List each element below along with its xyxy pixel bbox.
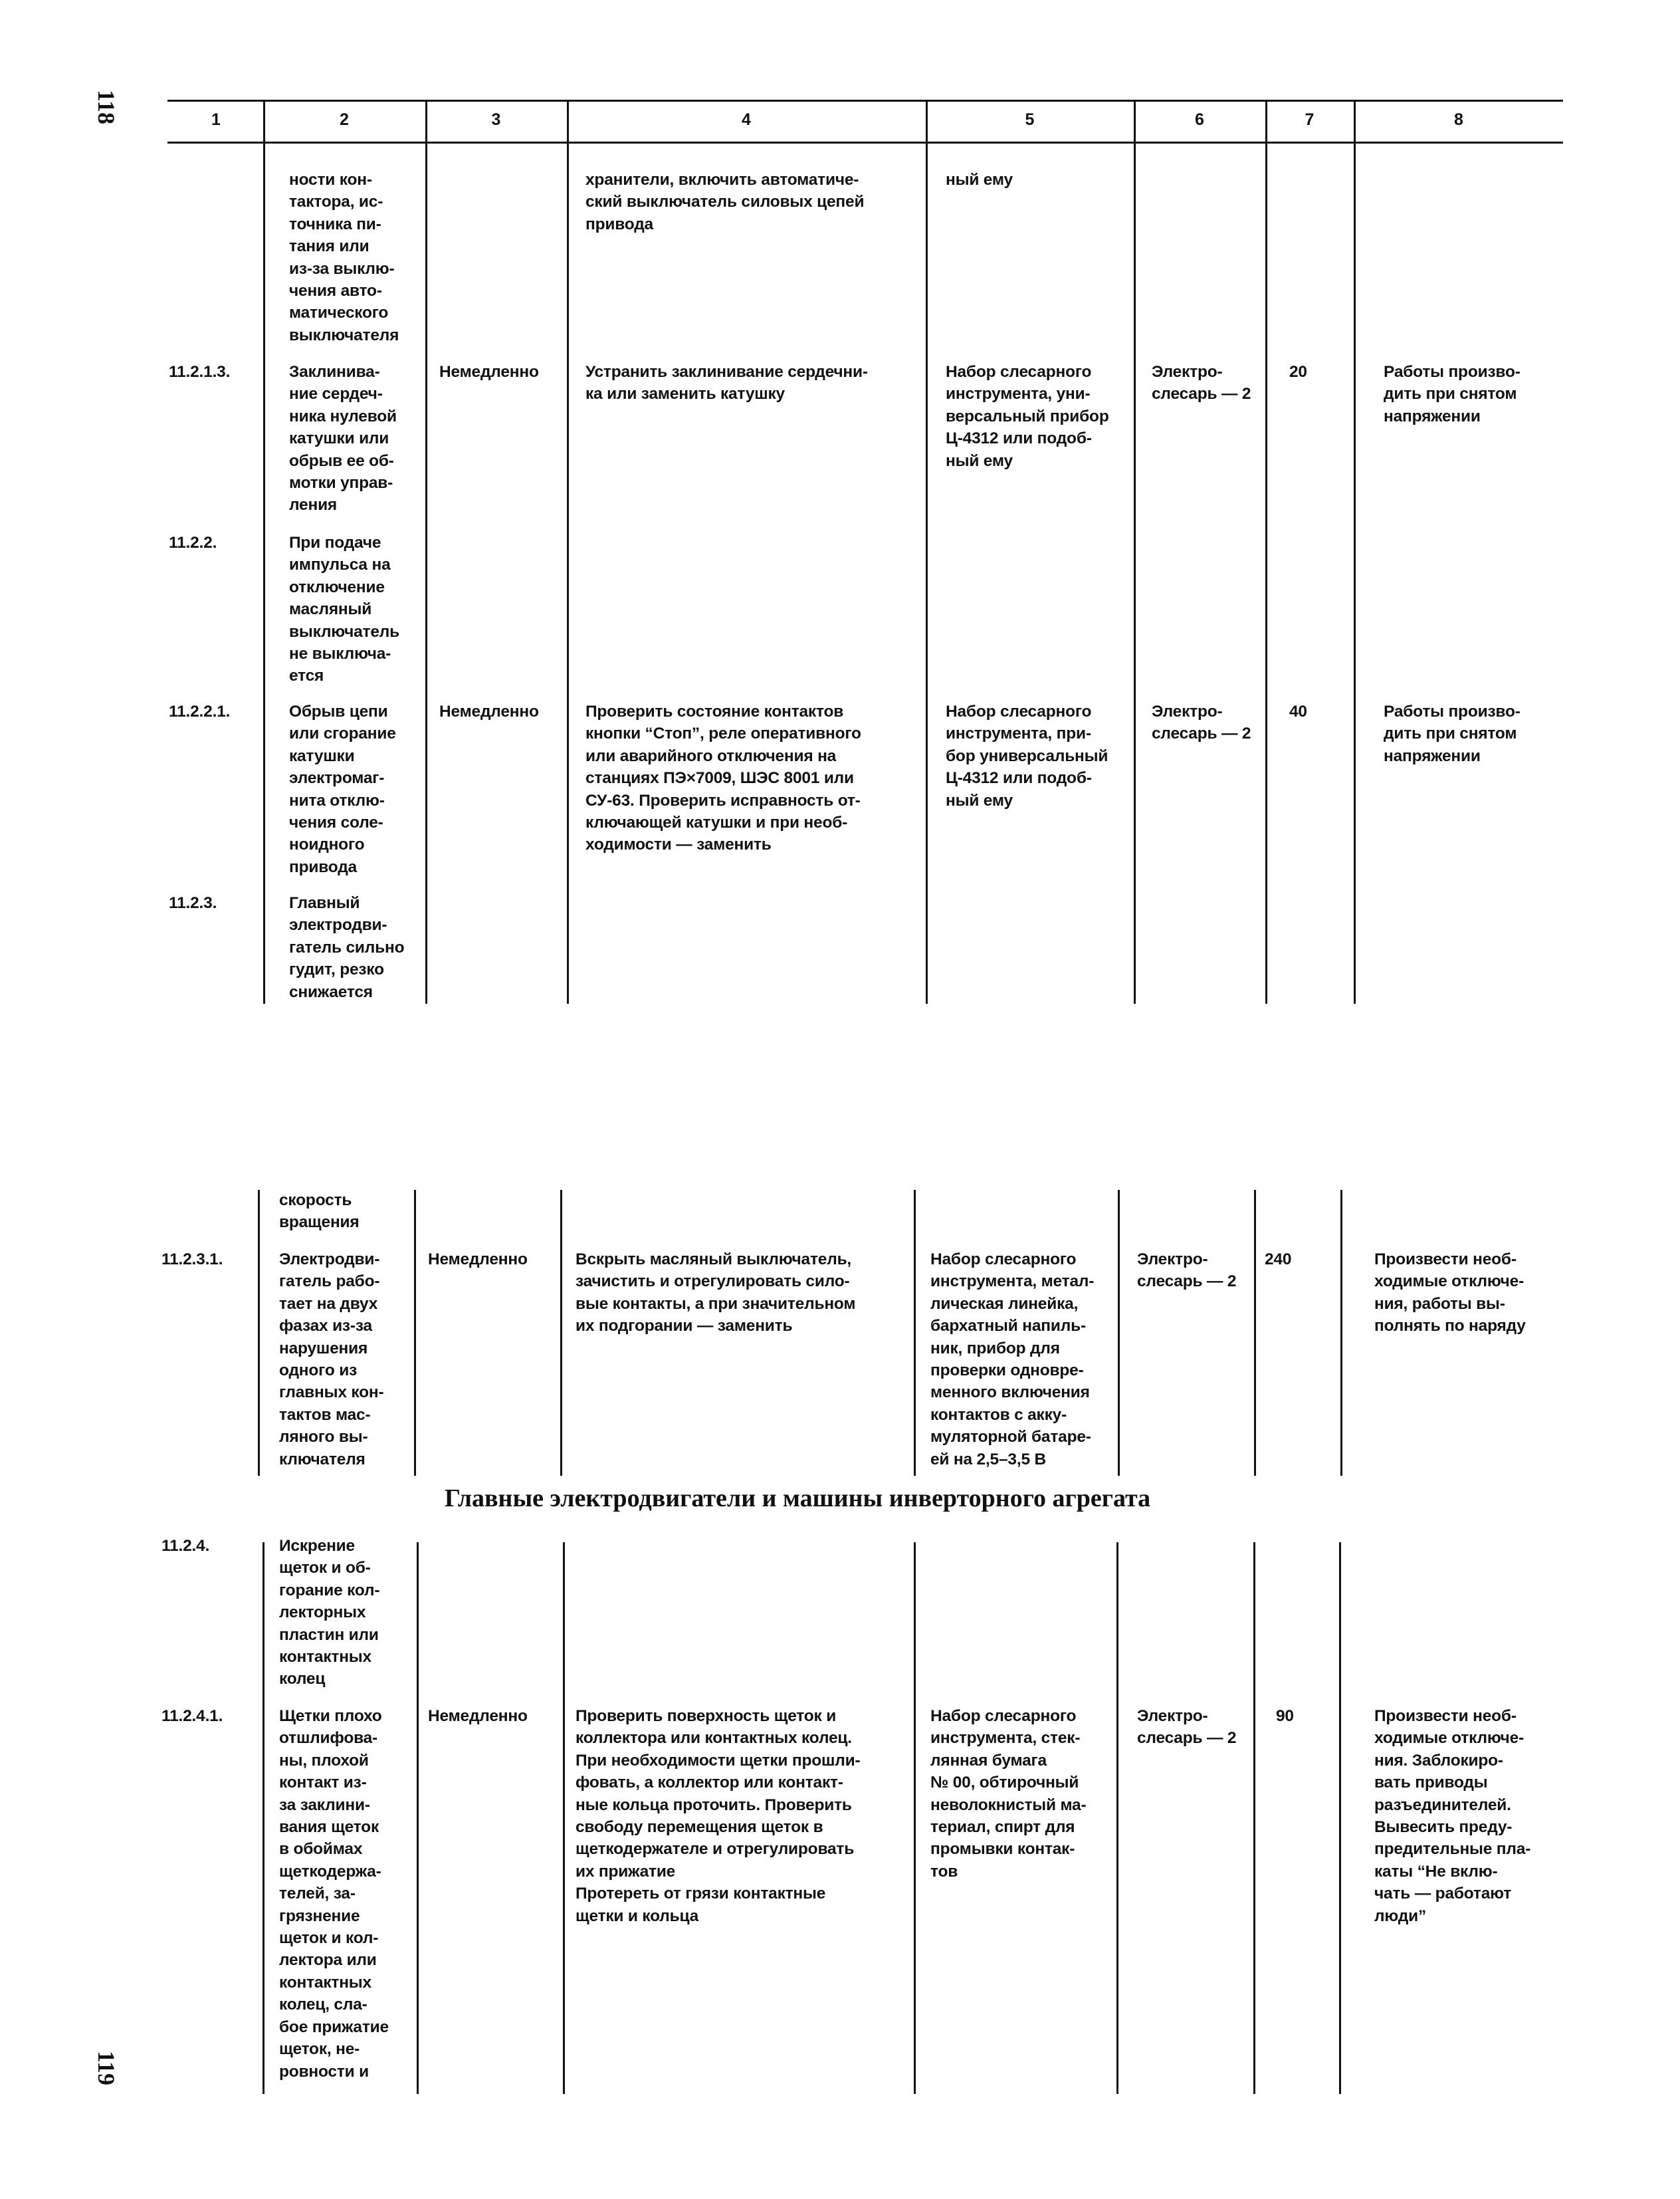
table-row-cell-action: хранители, включить автоматиче- ский выключатель силовых цепей привода bbox=[585, 171, 865, 233]
col-separator bbox=[1118, 1190, 1120, 1476]
table-row-cell-tools: Набор слесарного инструмента, при- бор универсальный Ц-4312 или подоб- ный ему bbox=[946, 703, 1108, 810]
table-row-cell-staff: Электро- слесарь — 2 bbox=[1152, 363, 1251, 404]
table-row-cell-tools: Набор слесарного инструмента, метал- лическая линейка, бархатный напиль- ник, прибор для проверки одновре- менного включения контактов с акку- муляторной батаре- ей на 2,5–3,5 В bbox=[930, 1250, 1095, 1468]
col-separator bbox=[263, 100, 265, 1004]
table-row-cell-num: 11.2.4. bbox=[161, 1537, 210, 1555]
table-row-cell-notes: Произвести необ- ходимые отключе- ния, работы вы- полнять по наряду bbox=[1374, 1250, 1526, 1335]
section-heading: Главные электродвигатели и машины инверторного агрегата bbox=[444, 1484, 1151, 1512]
page-number-top: 118 bbox=[93, 89, 120, 124]
col-separator bbox=[914, 1542, 916, 2094]
col-separator bbox=[1340, 1190, 1342, 1476]
table-row-cell-fault: скорость вращения bbox=[279, 1191, 360, 1232]
header-col-4: 4 bbox=[742, 110, 751, 129]
col-separator bbox=[414, 1190, 416, 1476]
table-row-cell-num: 11.2.2.1. bbox=[169, 703, 231, 721]
col-separator bbox=[1339, 1542, 1341, 2094]
header-col-1: 1 bbox=[211, 110, 221, 129]
col-separator bbox=[560, 1190, 562, 1476]
table-row-cell-tools: ный ему bbox=[946, 171, 1013, 189]
table-row-cell-fault: При подаче импульса на отключение масляный выключатель не выключа- ется bbox=[289, 534, 399, 685]
col-separator bbox=[1354, 100, 1356, 1004]
page-number-bottom: 119 bbox=[93, 2050, 120, 2085]
table-row-cell-fault: Главный электродви- гатель сильно гудит, резко снижается bbox=[289, 894, 405, 1001]
table-row-cell-term: Немедленно bbox=[428, 1250, 528, 1268]
col-separator bbox=[914, 1190, 916, 1476]
table-row-cell-time: 240 bbox=[1265, 1250, 1292, 1268]
col-separator bbox=[262, 1542, 264, 2094]
table-row-cell-staff: Электро- слесарь — 2 bbox=[1152, 703, 1251, 743]
col-separator bbox=[926, 100, 928, 1004]
table-row-cell-term: Немедленно bbox=[439, 703, 539, 721]
table-row-cell-action: Проверить поверхность щеток и коллектора или контактных колец. При необходимости щетки прошли- фовать, а коллектор или контакт- ные кольца проточить. Проверить свободу перемещения щеток в щеткодержателе и отрегулировать их прижатие Протереть от грязи контактные щетки и кольца bbox=[576, 1707, 861, 1925]
col-separator bbox=[258, 1190, 260, 1476]
col-separator bbox=[563, 1542, 565, 2094]
table-row-cell-num: 11.2.1.3. bbox=[169, 363, 231, 381]
table-row-cell-term: Немедленно bbox=[439, 363, 539, 381]
table-row-cell-fault: Заклинива- ние сердеч- ника нулевой катушки или обрыв ее об- мотки управ- ления bbox=[289, 363, 397, 515]
table-row-cell-action: Проверить состояние контактов кнопки “Стоп”, реле оперативного или аварийного отключения на станциях ПЭ×7009, ШЭС 8001 или СУ-63. Проверить исправность от- ключающей катушки и при необ- ходимости — заменить bbox=[585, 703, 861, 854]
table-row-cell-time: 40 bbox=[1289, 703, 1307, 721]
table-row-cell-num: 11.2.2. bbox=[169, 534, 217, 552]
header-col-6: 6 bbox=[1195, 110, 1204, 129]
table-row-cell-fault: Обрыв цепи или сгорание катушки электромаг- нита отклю- чения соле- ноидного привода bbox=[289, 703, 396, 876]
table-row-cell-fault: Электродви- гатель рабо- тает на двух фазах из-за нарушения одного из главных кон- тактов мас- ляного вы- ключателя bbox=[279, 1250, 384, 1468]
table-row-cell-time: 90 bbox=[1276, 1707, 1294, 1725]
table-row-cell-fault: Искрение щеток и об- горание кол- лекторных пластин или контактных колец bbox=[279, 1537, 380, 1688]
header-col-5: 5 bbox=[1025, 110, 1035, 129]
col-separator bbox=[417, 1542, 419, 2094]
table-row-cell-time: 20 bbox=[1289, 363, 1307, 381]
table-row-cell-term: Немедленно bbox=[428, 1707, 528, 1725]
header-col-2: 2 bbox=[340, 110, 349, 129]
table-row-cell-tools: Набор слесарного инструмента, уни- версальный прибор Ц-4312 или подоб- ный ему bbox=[946, 363, 1109, 470]
col-separator bbox=[1265, 100, 1267, 1004]
table-row-cell-fault: Щетки плохо отшлифова- ны, плохой контакт из- за заклини- вания щеток в обоймах щеткодержа- телей, за- грязнение щеток и кол- лектора или контактных колец, сла- бое прижатие щеток, не- ровности и bbox=[279, 1707, 389, 2081]
header-col-8: 8 bbox=[1454, 110, 1463, 129]
table-row-cell-staff: Электро- слесарь — 2 bbox=[1137, 1250, 1237, 1291]
col-separator bbox=[425, 100, 427, 1004]
header-col-3: 3 bbox=[491, 110, 501, 129]
col-separator bbox=[1253, 1542, 1255, 2094]
table-row-cell-notes: Произвести необ- ходимые отключе- ния. Заблокиро- вать приводы разъединителей. Вывесить преду- предительные пла- каты “Не вклю- чать — работают люди” bbox=[1374, 1707, 1531, 1925]
col-separator bbox=[1116, 1542, 1118, 2094]
table-row-cell-staff: Электро- слесарь — 2 bbox=[1137, 1707, 1237, 1748]
table-row-cell-notes: Работы произво- дить при снятом напряжении bbox=[1384, 703, 1521, 765]
table-row-cell-action: Вскрыть масляный выключатель, зачистить и отрегулировать сило- вые контакты, а при значительном их подгорании — заменить bbox=[576, 1250, 856, 1335]
table-row-cell-num: 11.2.3. bbox=[169, 894, 217, 912]
header-col-7: 7 bbox=[1305, 110, 1314, 129]
table-row-cell-action: Устранить заклинивание сердечни- ка или заменить катушку bbox=[585, 363, 868, 404]
table-row-cell-tools: Набор слесарного инструмента, стек- лянная бумага № 00, обтирочный неволокнистый ма- териал, спирт для промывки контак- тов bbox=[930, 1707, 1087, 1881]
table-row-cell-fault: ности кон- тактора, ис- точника пи- тания или из-за выклю- чения авто- матического выключателя bbox=[289, 171, 399, 344]
table-row-cell-num: 11.2.4.1. bbox=[161, 1707, 223, 1725]
col-separator bbox=[567, 100, 569, 1004]
table-row-cell-num: 11.2.3.1. bbox=[161, 1250, 223, 1268]
col-separator bbox=[1134, 100, 1136, 1004]
table-row-cell-notes: Работы произво- дить при снятом напряжении bbox=[1384, 363, 1521, 425]
col-separator bbox=[1254, 1190, 1256, 1476]
